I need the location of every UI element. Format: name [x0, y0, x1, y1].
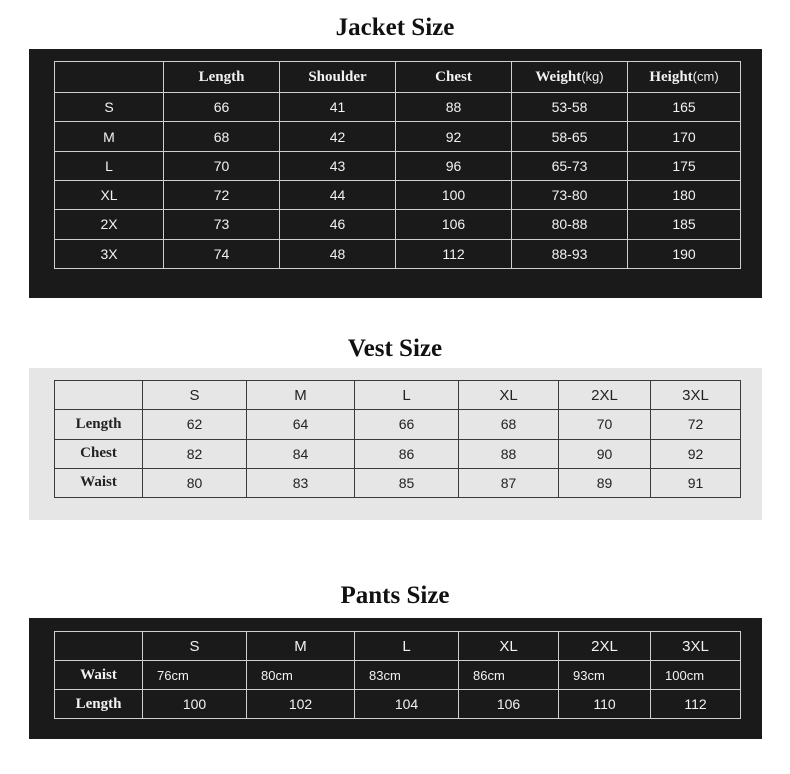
size-header: 2XL: [559, 632, 651, 661]
table-cell: 190: [628, 239, 741, 268]
table-cell: 70: [164, 151, 280, 180]
pants-size-panel: [29, 618, 762, 739]
table-cell: 112: [651, 690, 741, 719]
column-header-label: Length: [198, 68, 245, 85]
jacket-size-panel: [29, 49, 762, 298]
table-header-row: [55, 62, 741, 93]
table-cell: 83: [247, 468, 355, 497]
table-cell: 83cm: [355, 661, 459, 690]
table-row: [55, 661, 741, 690]
table-cell: 106: [459, 690, 559, 719]
size-header: XL: [459, 381, 559, 410]
size-header: 3XL: [651, 381, 741, 410]
table-cell: 90: [559, 439, 651, 468]
table-cell: 86cm: [459, 661, 559, 690]
jacket-size-table: [54, 61, 741, 269]
table-cell: 53-58: [512, 93, 628, 122]
row-label: Length: [55, 690, 143, 719]
table-cell: 180: [628, 180, 741, 209]
column-header-label: Weight: [535, 68, 582, 85]
column-header-unit: (cm): [692, 68, 719, 84]
table-cell: 102: [247, 690, 355, 719]
table-cell: 104: [355, 690, 459, 719]
size-label: 3X: [55, 239, 164, 268]
table-cell: 89: [559, 468, 651, 497]
table-cell: 76cm: [143, 661, 247, 690]
table-cell: 68: [459, 410, 559, 439]
table-row: [55, 180, 741, 209]
size-label: 2X: [55, 210, 164, 239]
column-header-label: Height: [649, 68, 693, 85]
table-cell: 72: [651, 410, 741, 439]
table-row: [55, 122, 741, 151]
table-row: [55, 690, 741, 719]
size-header: S: [143, 381, 247, 410]
table-cell: 96: [396, 151, 512, 180]
table-cell: 68: [164, 122, 280, 151]
table-cell: 175: [628, 151, 741, 180]
vest-size-table: [54, 380, 741, 498]
table-cell: 42: [280, 122, 396, 151]
table-cell: 80cm: [247, 661, 355, 690]
table-cell: 100: [396, 180, 512, 209]
table-cell: 92: [651, 439, 741, 468]
table-cell: 62: [143, 410, 247, 439]
size-label: L: [55, 151, 164, 180]
table-row: [55, 439, 741, 468]
vest-size-title: Vest Size: [347, 335, 443, 362]
table-cell: 112: [396, 239, 512, 268]
table-header-row: [55, 632, 741, 661]
table-cell: 41: [280, 93, 396, 122]
table-cell: 85: [355, 468, 459, 497]
table-row: [55, 410, 741, 439]
size-header: [55, 632, 143, 661]
table-cell: 165: [628, 93, 741, 122]
table-row: [55, 239, 741, 268]
table-row: [55, 210, 741, 239]
pants-size-title: Pants Size: [340, 582, 450, 609]
table-cell: 64: [247, 410, 355, 439]
table-cell: 88: [396, 93, 512, 122]
table-cell: 170: [628, 122, 741, 151]
table-cell: 48: [280, 239, 396, 268]
size-header: XL: [459, 632, 559, 661]
table-cell: 80-88: [512, 210, 628, 239]
table-cell: 66: [164, 93, 280, 122]
table-cell: 73: [164, 210, 280, 239]
size-label: XL: [55, 180, 164, 209]
table-cell: 100: [143, 690, 247, 719]
table-cell: 80: [143, 468, 247, 497]
table-cell: 86: [355, 439, 459, 468]
row-label: Chest: [55, 439, 143, 468]
table-cell: 74: [164, 239, 280, 268]
column-header-label: Chest: [435, 68, 472, 85]
column-header: [164, 62, 280, 93]
table-cell: 73-80: [512, 180, 628, 209]
table-row: [55, 93, 741, 122]
column-header: [628, 62, 741, 93]
table-cell: 87: [459, 468, 559, 497]
column-header: [55, 62, 164, 93]
size-header: 3XL: [651, 632, 741, 661]
table-cell: 44: [280, 180, 396, 209]
table-cell: 93cm: [559, 661, 651, 690]
size-header: M: [247, 381, 355, 410]
table-row: [55, 151, 741, 180]
table-cell: 72: [164, 180, 280, 209]
column-header-label: Shoulder: [308, 68, 367, 85]
table-cell: 92: [396, 122, 512, 151]
table-cell: 110: [559, 690, 651, 719]
table-row: [55, 468, 741, 497]
table-cell: 185: [628, 210, 741, 239]
size-label: M: [55, 122, 164, 151]
table-cell: 66: [355, 410, 459, 439]
column-header: [280, 62, 396, 93]
table-cell: 65-73: [512, 151, 628, 180]
row-label: Length: [55, 410, 143, 439]
pants-size-table: [54, 631, 741, 719]
size-header: L: [355, 381, 459, 410]
column-header-unit: (kg): [581, 68, 604, 84]
size-header: L: [355, 632, 459, 661]
table-cell: 100cm: [651, 661, 741, 690]
table-cell: 43: [280, 151, 396, 180]
table-cell: 88-93: [512, 239, 628, 268]
table-cell: 82: [143, 439, 247, 468]
table-cell: 58-65: [512, 122, 628, 151]
jacket-size-title: Jacket Size: [335, 14, 455, 41]
table-cell: 91: [651, 468, 741, 497]
table-cell: 84: [247, 439, 355, 468]
size-header: 2XL: [559, 381, 651, 410]
table-cell: 70: [559, 410, 651, 439]
table-cell: 106: [396, 210, 512, 239]
vest-size-panel: [29, 368, 762, 520]
row-label: Waist: [55, 468, 143, 497]
table-header-row: [55, 381, 741, 410]
size-label: S: [55, 93, 164, 122]
size-header: M: [247, 632, 355, 661]
table-cell: 46: [280, 210, 396, 239]
row-label: Waist: [55, 661, 143, 690]
size-header: [55, 381, 143, 410]
column-header: [396, 62, 512, 93]
table-cell: 88: [459, 439, 559, 468]
column-header: [512, 62, 628, 93]
size-header: S: [143, 632, 247, 661]
